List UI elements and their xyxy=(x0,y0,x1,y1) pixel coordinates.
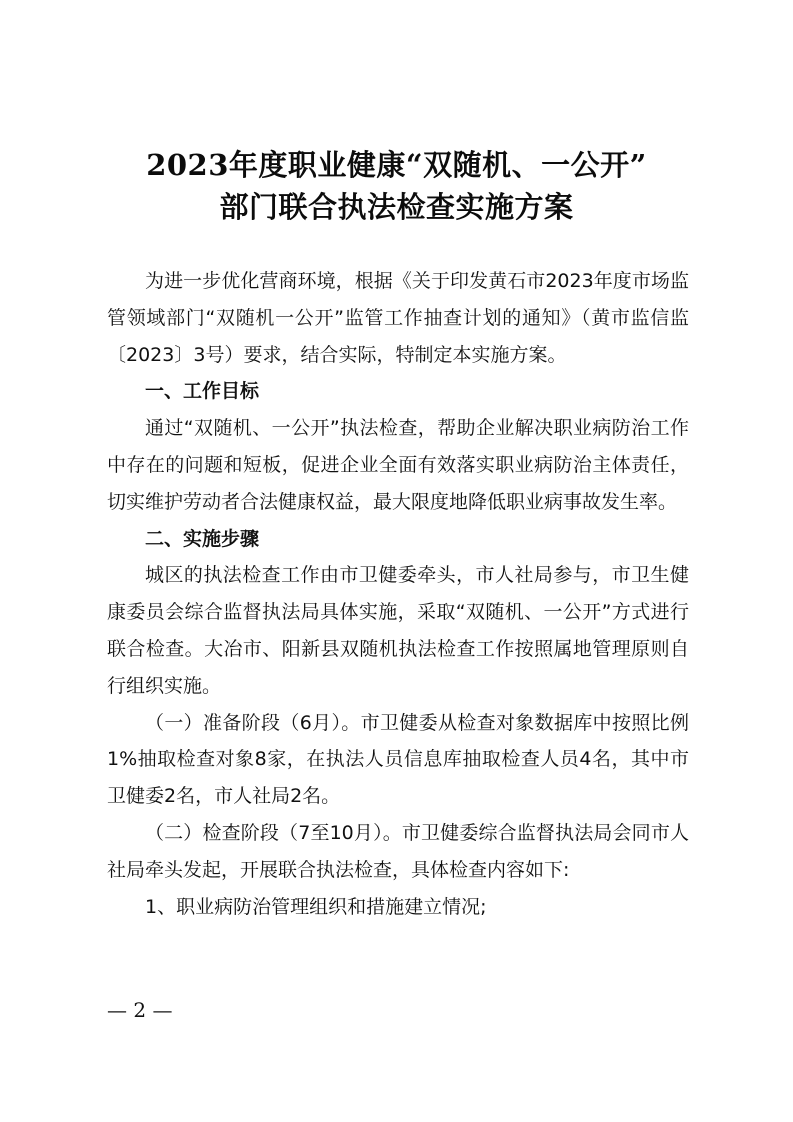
section-1-paragraph: 通过“双随机、一公开”执法检查，帮助企业解决职业病防治工作中存在的问题和短板，促进企业全面有效落实职业病防治主体责任，切实维护劳动者合法健康权益，最大限度地降低职业病事故发生率。 xyxy=(107,417,689,513)
page-number: — 2 — xyxy=(107,998,173,1022)
stage-2-paragraph: （二）检查阶段（7至10月）。市卫健委综合监督执法局会同市人社局牵头发起，开展联合执法检查，具体检查内容如下: xyxy=(107,821,689,881)
section-1-heading: 一、工作目标 xyxy=(145,380,260,403)
inspection-item-1: 1、职业病防治管理组织和措施建立情况; xyxy=(145,895,487,918)
document-title-line-2: 部门联合执法检查实施方案 xyxy=(219,190,574,224)
document-body xyxy=(107,263,689,925)
section-2-heading: 二、实施步骤 xyxy=(145,527,260,550)
stage-1-paragraph: （一）准备阶段（6月）。市卫健委从检查对象数据库中按照比例1%抽取检查对象8家，在执法人员信息库抽取检查人员4名，其中市卫健委2名，市人社局2名。 xyxy=(107,711,689,808)
intro-paragraph: 为进一步优化营商环境，根据《关于印发黄石市2023年度市场监管领域部门“双随机一公开”监管工作抽查计划的通知》（黄市监信监〔2023〕3号）要求，结合实际，特制定本实施方案。 xyxy=(107,270,689,366)
document-title-line-1: 2023年度职业健康“双随机、一公开” xyxy=(146,148,647,182)
section-2-paragraph: 城区的执法检查工作由市卫健委牵头，市人社局参与，市卫生健康委员会综合监督执法局具体实施，采取“双随机、一公开”方式进行联合检查。大冶市、阳新县双随机执法检查工作按照属地管理原则自行组织实施。 xyxy=(107,564,689,697)
